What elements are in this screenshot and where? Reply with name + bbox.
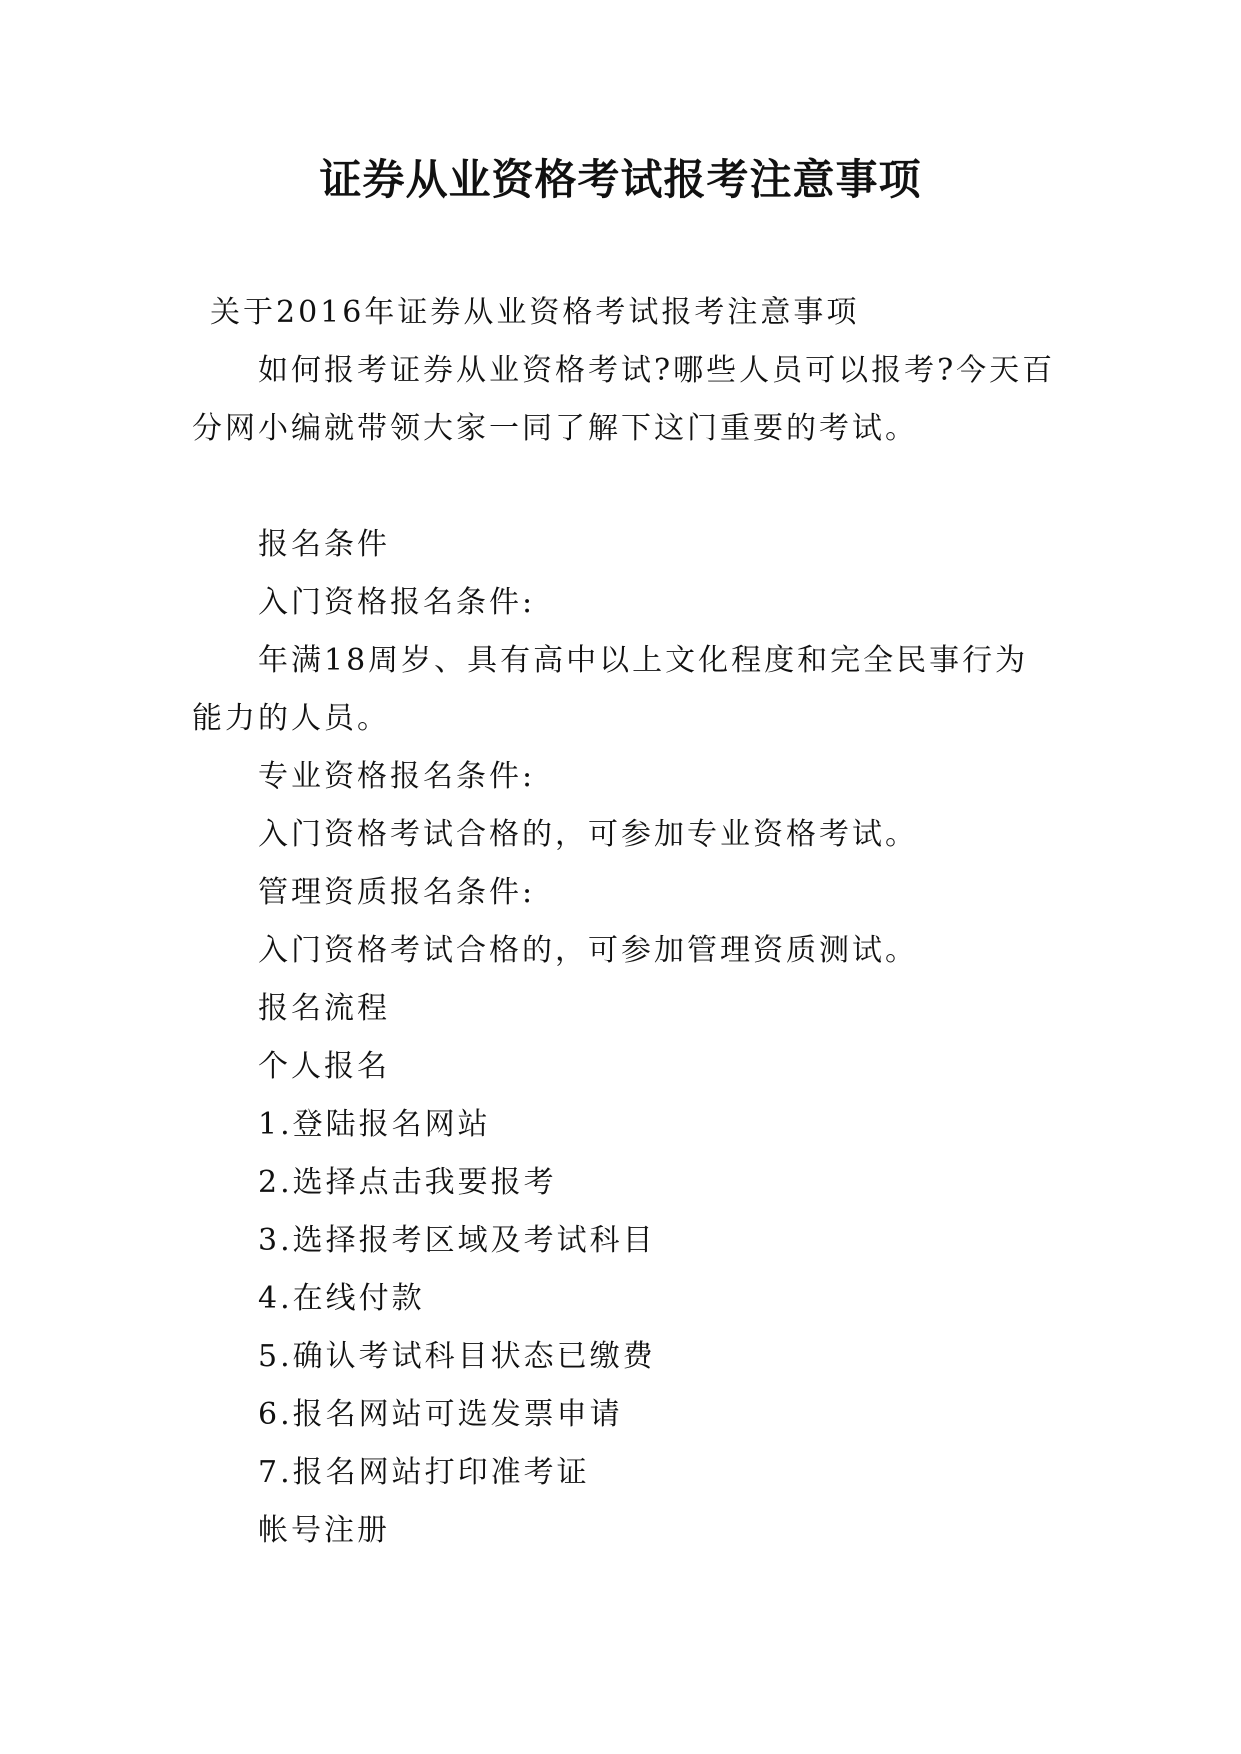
heading-registration-process: 报名流程	[258, 991, 390, 1026]
process-step-6: 6.报名网站可选发票申请	[258, 1397, 623, 1432]
heading-registration-conditions: 报名条件	[258, 527, 390, 562]
document-subtitle: 关于2016年证券从业资格考试报考注意事项	[210, 295, 860, 330]
paragraph-spacer	[192, 458, 1060, 516]
process-step-3: 3.选择报考区域及考试科目	[258, 1223, 656, 1258]
document-title: 证券从业资格考试报考注意事项	[319, 155, 922, 204]
process-step-1: 1.登陆报名网站	[258, 1107, 491, 1142]
process-step-4: 4.在线付款	[258, 1281, 425, 1316]
process-step-7: 7.报名网站打印准考证	[258, 1455, 590, 1490]
intro-paragraph: 如何报考证券从业资格考试?哪些人员可以报考?今天百分网小编就带领大家一同了解下这门重要的考试。	[192, 353, 1056, 446]
process-step-5: 5.确认考试科目状态已缴费	[258, 1339, 656, 1374]
heading-individual-registration: 个人报名	[258, 1049, 390, 1084]
entry-qualification-heading: 入门资格报名条件:	[258, 585, 536, 620]
document-body	[192, 284, 1060, 1560]
management-qualification-text: 入门资格考试合格的，可参加管理资质测试。	[258, 933, 918, 968]
process-step-2: 2.选择点击我要报考	[258, 1165, 557, 1200]
heading-account-registration: 帐号注册	[258, 1513, 390, 1548]
professional-qualification-heading: 专业资格报名条件:	[258, 759, 536, 794]
professional-qualification-text: 入门资格考试合格的，可参加专业资格考试。	[258, 817, 918, 852]
entry-qualification-text: 年满18周岁、具有高中以上文化程度和完全民事行为能力的人员。	[192, 643, 1029, 736]
management-qualification-heading: 管理资质报名条件:	[258, 875, 536, 910]
